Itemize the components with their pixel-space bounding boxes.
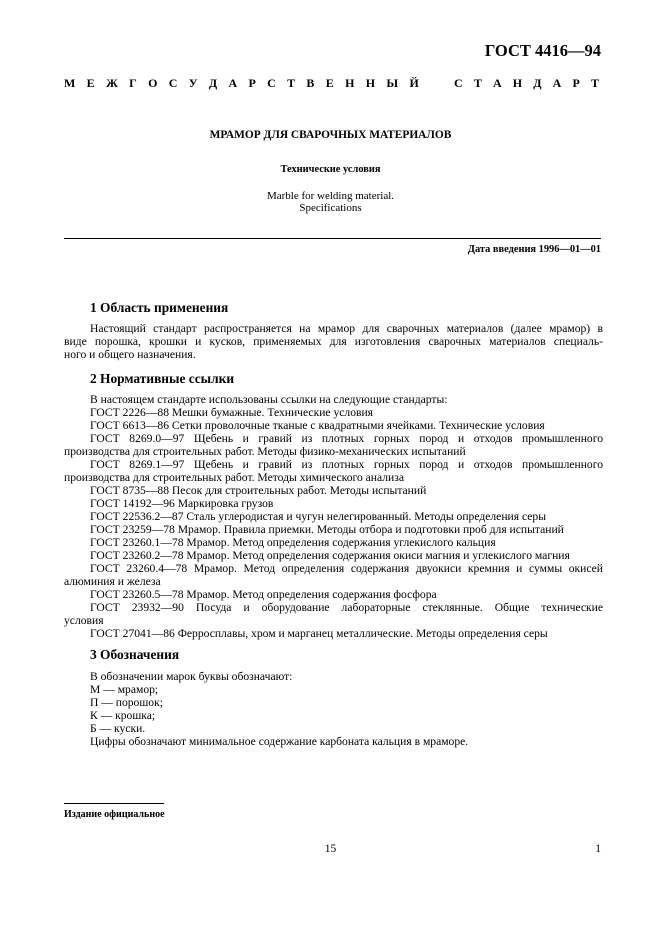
reference-gost-8269-1-line1: ГОСТ 8269.1—97 Щебень и гравий из плотных горных пород и отходов промышленного <box>90 458 603 471</box>
reference-gost-8735: ГОСТ 8735—88 Песок для строительных работ. Методы испытаний <box>90 484 427 497</box>
heading-letter: С <box>454 76 463 90</box>
section-3-digits-note: Цифры обозначают минимальное содержание карбоната кальция в мраморе. <box>90 735 469 748</box>
section-1-line-3: ного и общего назначения. <box>64 348 196 361</box>
designation-item: М — мрамор; <box>90 683 159 696</box>
reference-gost-23932-line1: ГОСТ 23932—90 Посуда и оборудование лабораторные стеклянные. Общие технические <box>90 601 603 614</box>
gost-number: ГОСТ 4416—94 <box>484 41 601 60</box>
heading-letter: Т <box>590 76 599 90</box>
heading-letter: Н <box>365 76 376 90</box>
reference-gost-6613: ГОСТ 6613—86 Сетки проволочные тканые с квадратными ячейками. Технические условия <box>90 419 545 432</box>
document-title: МРАМОР ДЛЯ СВАРОЧНЫХ МАТЕРИАЛОВ <box>209 129 452 141</box>
reference-gost-8269-1-line2: производства для строительных работ. Методы химического анализа <box>64 471 404 484</box>
section-1-heading: 1 Область применения <box>90 300 229 315</box>
section-3-intro: В обозначении марок буквы обозначают: <box>90 670 293 683</box>
heading-letter: А <box>552 76 562 90</box>
section-2-heading: 2 Нормативные ссылки <box>90 371 235 386</box>
heading-letter: В <box>306 76 315 90</box>
designation-item: К — крошка; <box>90 709 156 722</box>
heading-letter: Ж <box>105 76 118 90</box>
heading-letter: Н <box>345 76 355 90</box>
introduction-date: Дата введения 1996—01—01 <box>467 244 601 255</box>
reference-gost-23260-4-line2: алюминия и железа <box>64 575 161 588</box>
heading-letter: А <box>492 76 502 90</box>
reference-gost-23932-line2: условия <box>64 614 104 627</box>
english-title-line1: Marble for welding material. <box>266 190 395 202</box>
heading-letter: М <box>64 76 76 90</box>
heading-letter: Р <box>572 76 580 90</box>
heading-word-interstate <box>64 77 419 90</box>
reference-gost-23260-5: ГОСТ 23260.5—78 Мрамор. Метод определения содержания фосфора <box>90 588 437 601</box>
heading-letter: Т <box>473 76 482 90</box>
heading-letter: Г <box>129 76 137 90</box>
footer-divider <box>64 803 164 804</box>
heading-letter: Д <box>533 76 542 90</box>
heading-letter: А <box>228 76 238 90</box>
heading-letter: Е <box>325 76 334 90</box>
reference-gost-8269-0-line1: ГОСТ 8269.0—97 Щебень и гравий из плотных горных пород и отходов промышленного <box>90 432 603 445</box>
reference-gost-23260-4-line1: ГОСТ 23260.4—78 Мрамор. Метод определения содержания двуокиси кремния и суммы окисей <box>90 562 603 575</box>
section-2-intro: В настоящем стандарте использованы ссылки на следующие стандарты: <box>90 393 448 406</box>
reference-gost-8269-0-line2: производства для строительных работ. Методы физико-механических испытаний <box>64 445 466 458</box>
reference-gost-22536-2: ГОСТ 22536.2—87 Сталь углеродистая и чугун нелегированный. Методы определения серы <box>90 510 546 523</box>
section-1-line-1: Настоящий стандарт распространяется на мрамор для сварочных материалов (далее мрамор) в <box>90 322 603 335</box>
reference-gost-2226: ГОСТ 2226—88 Мешки бумажные. Технические условия <box>90 406 373 419</box>
official-edition-label: Издание официальное <box>64 809 165 820</box>
document-subtitle: Технические условия <box>280 164 381 175</box>
page-number-center: 15 <box>324 843 337 855</box>
heading-letter: С <box>168 76 178 90</box>
heading-letter: С <box>267 76 276 90</box>
heading-letter: Р <box>248 76 256 90</box>
english-title-line2: Specifications <box>299 202 362 214</box>
reference-gost-23260-2: ГОСТ 23260.2—78 Мрамор. Метод определения содержания окиси магния и углекислого магния <box>90 549 570 562</box>
heading-letter: Д <box>208 76 218 90</box>
reference-gost-23259: ГОСТ 23259—78 Мрамор. Правила приемки. Методы отбора и подготовки проб для испытаний <box>90 523 564 536</box>
reference-gost-23260-1: ГОСТ 23260.1—78 Мрамор. Метод определения содержания углекислого кальция <box>90 536 496 549</box>
heading-word-standard <box>454 77 599 90</box>
english-title <box>0 190 661 214</box>
title-divider <box>64 238 601 239</box>
designation-item: Б — куски. <box>90 722 146 735</box>
reference-gost-27041: ГОСТ 27041—86 Ферросплавы, хром и марганец металлические. Методы определения серы <box>90 627 548 640</box>
page-number-right: 1 <box>595 843 601 855</box>
section-3-heading: 3 Обозначения <box>90 647 180 662</box>
heading-letter: О <box>148 76 158 90</box>
heading-letter: Н <box>512 76 523 90</box>
section-1-line-2: виде порошка, крошки и кусков, применяемых для изготовления сварочных материалов специаль- <box>64 335 603 348</box>
heading-letter: Е <box>86 76 95 90</box>
heading-letter: Й <box>409 76 419 90</box>
standard-type-heading <box>64 77 599 90</box>
heading-letter: Ы <box>386 76 399 90</box>
heading-letter: У <box>188 76 198 90</box>
heading-letter: Т <box>287 76 296 90</box>
reference-gost-14192: ГОСТ 14192—96 Маркировка грузов <box>90 497 274 510</box>
designation-item: П — порошок; <box>90 696 163 709</box>
